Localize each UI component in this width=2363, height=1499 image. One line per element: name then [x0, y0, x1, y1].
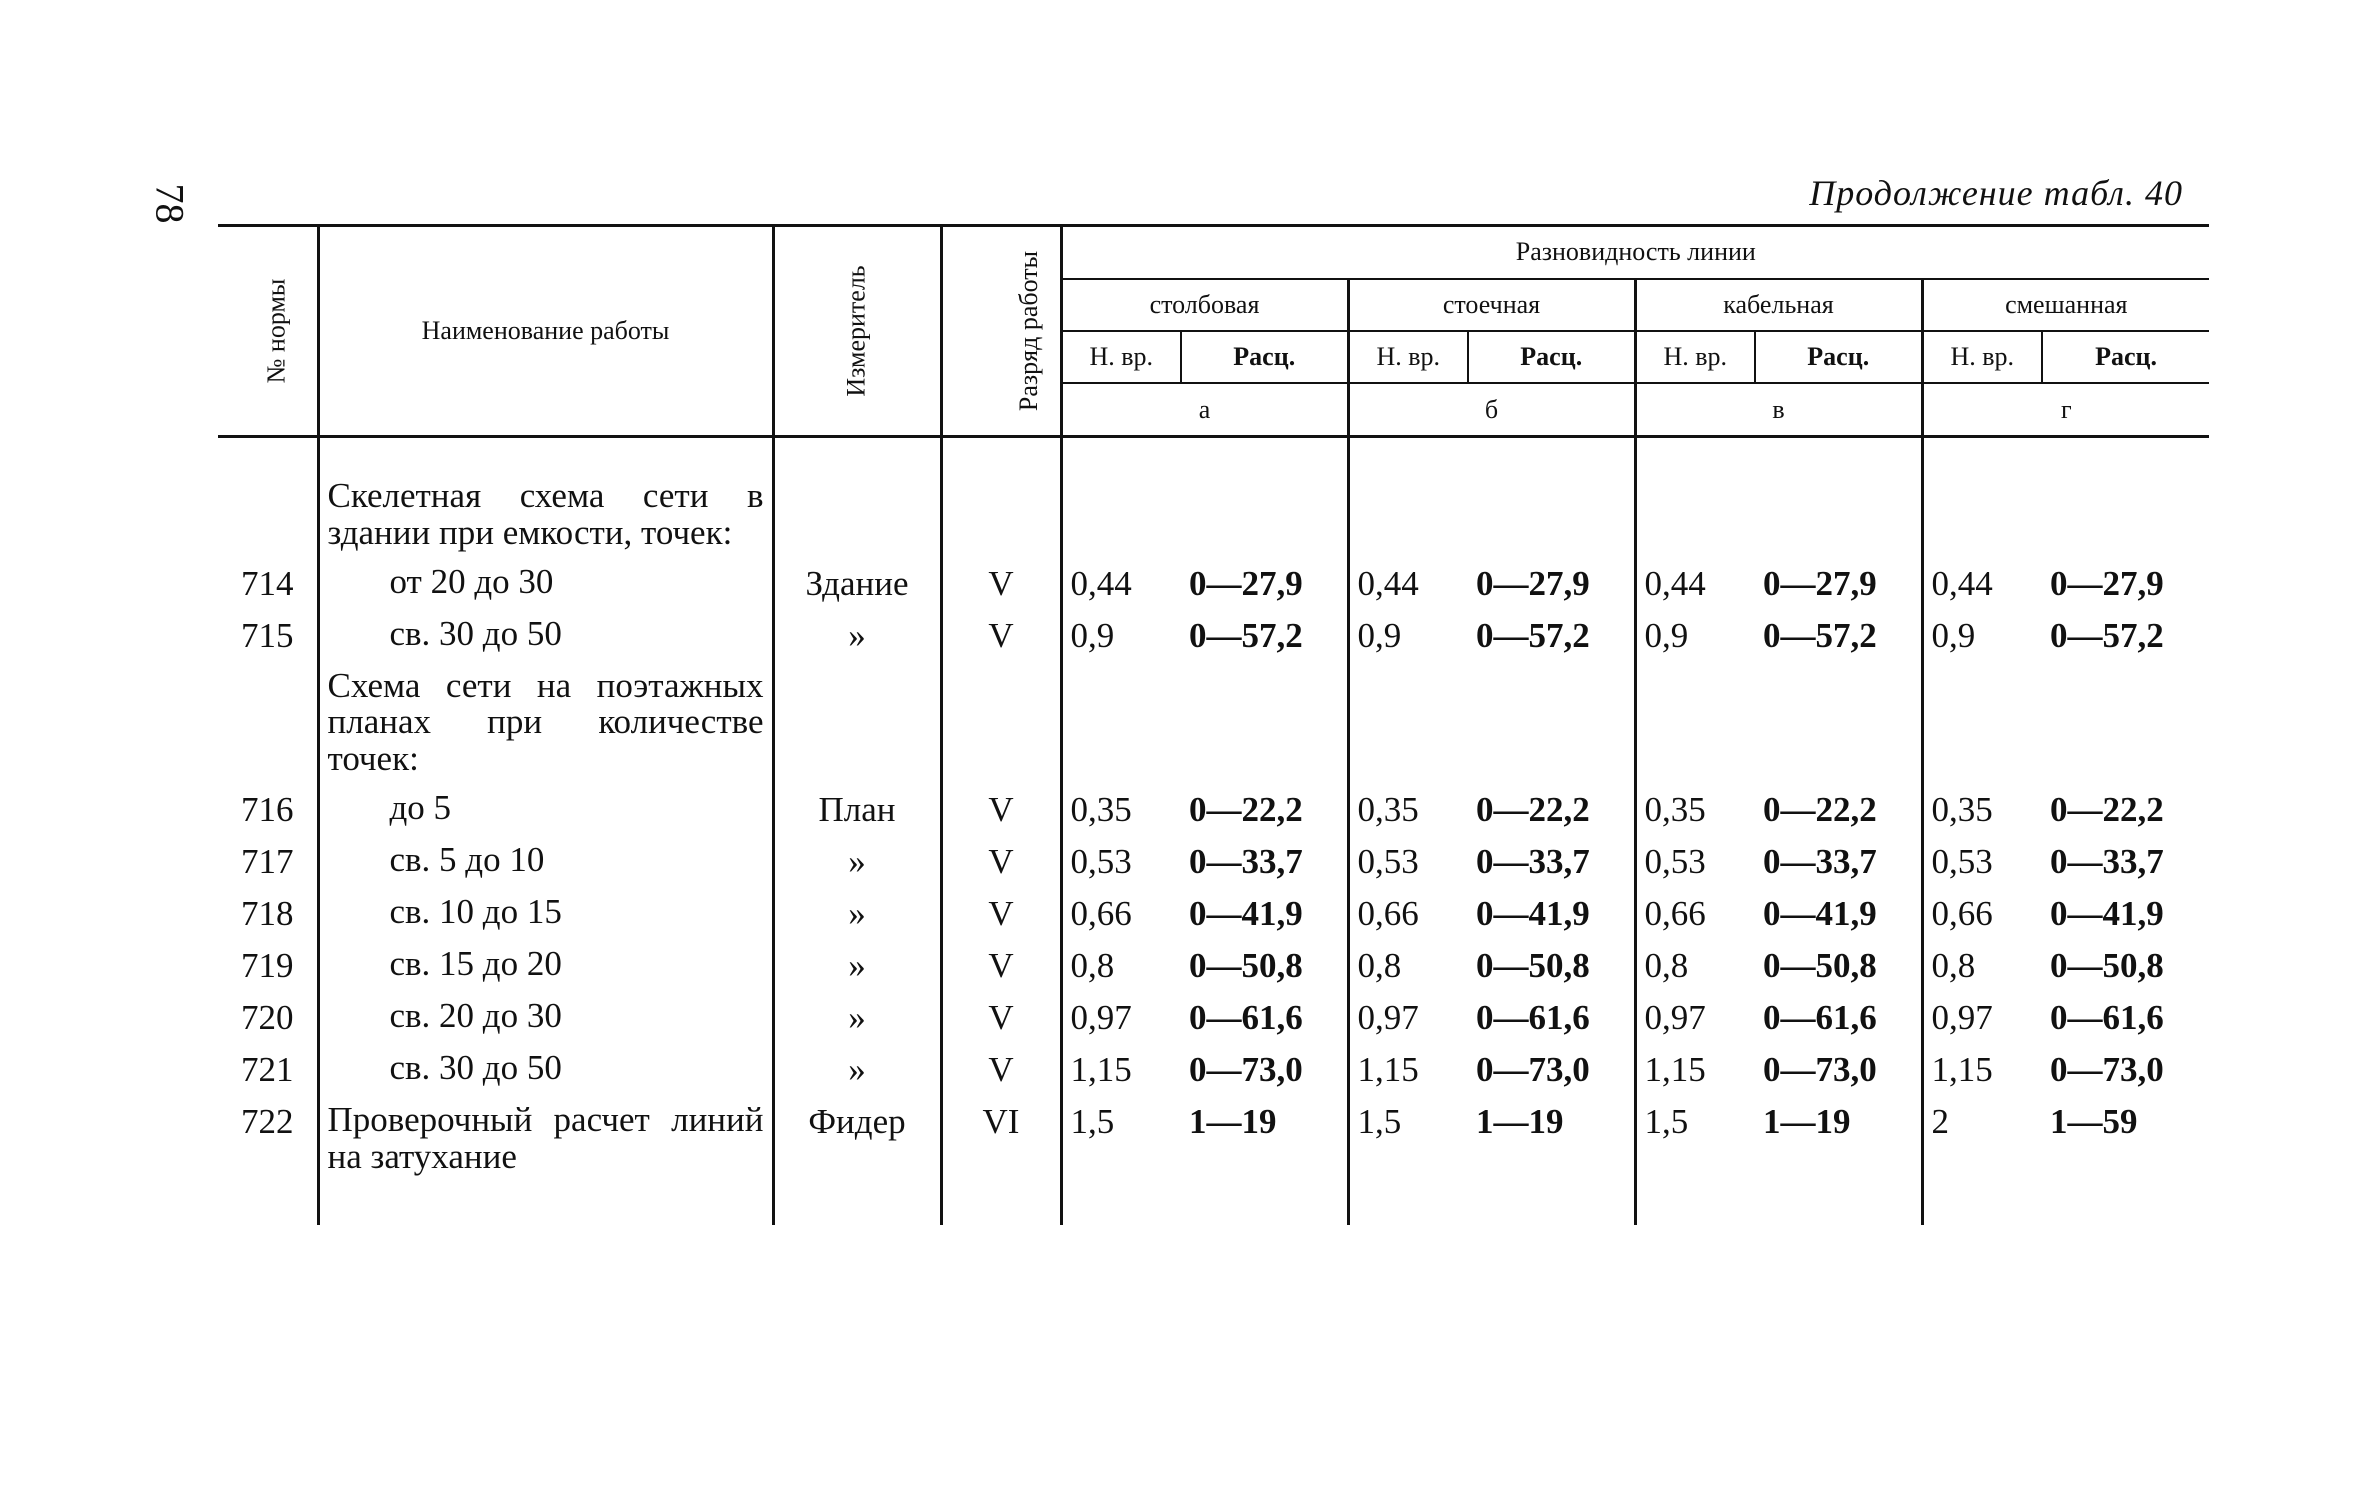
time-norm: 0,66	[1931, 893, 1993, 933]
time-norm: 0,66	[1070, 893, 1132, 933]
time-norm: 0,66	[1357, 893, 1419, 933]
grade-cell: V	[941, 1044, 1061, 1096]
time-norm: 1,15	[1357, 1049, 1419, 1089]
header-type-cable: кабельная	[1635, 279, 1922, 331]
rate: 1—19	[1181, 1096, 1348, 1226]
norms-table	[218, 224, 2209, 1225]
group-row	[218, 437, 2209, 558]
header-nv: Н. вр.	[1635, 331, 1755, 383]
grade-cell	[941, 437, 1061, 558]
rate: 0—57,2	[2050, 615, 2164, 655]
header-rs: Расц.	[2042, 331, 2209, 383]
time-norm: 0,97	[1931, 997, 1993, 1037]
time-norm: 0,35	[1931, 789, 1993, 829]
grade-cell: V	[941, 940, 1061, 992]
header-num: № нормы	[218, 226, 318, 437]
rate: 0—57,2	[1468, 610, 1635, 662]
norm-number: 716	[218, 784, 318, 836]
time-norm: 0,44	[1644, 563, 1706, 603]
grade-cell: V	[941, 784, 1061, 836]
time-norm: 0,53	[1644, 841, 1706, 881]
time-norm: 1,5	[1357, 1101, 1402, 1141]
work-name: Схема сети на поэтажных планах при количестве точек:	[318, 662, 773, 784]
unit-cell: »	[773, 836, 941, 888]
time-norm: 0,8	[1357, 945, 1402, 985]
time-norm: 0,9	[1070, 615, 1115, 655]
time-norm	[1348, 662, 1468, 784]
grade-cell: V	[941, 558, 1061, 610]
rate: 0—57,2	[1755, 610, 1922, 662]
time-norm	[1348, 437, 1468, 558]
time-norm: 0,53	[1357, 841, 1419, 881]
rate: 0—33,7	[2050, 841, 2164, 881]
work-name: св. 20 до 30	[318, 992, 773, 1044]
header-nv: Н. вр.	[1922, 331, 2042, 383]
norm-number: 722	[218, 1096, 318, 1226]
header-letter: в	[1635, 383, 1922, 436]
norm-number: 715	[218, 610, 318, 662]
work-name: от 20 до 30	[318, 558, 773, 610]
unit-cell: Фидер	[773, 1096, 941, 1226]
grade-cell	[941, 662, 1061, 784]
norm-number: 718	[218, 888, 318, 940]
time-norm: 1,5	[1644, 1101, 1689, 1141]
rate	[1181, 437, 1348, 558]
time-norm: 1,5	[1070, 1101, 1115, 1141]
table-row	[218, 784, 2209, 836]
time-norm: 0,8	[1931, 945, 1976, 985]
rate	[1468, 662, 1635, 784]
table-row	[218, 1096, 2209, 1226]
table-body	[218, 437, 2209, 1226]
table-row	[218, 992, 2209, 1044]
norm-number: 721	[218, 1044, 318, 1096]
table-row	[218, 558, 2209, 610]
table-row	[218, 836, 2209, 888]
rate	[1755, 662, 1922, 784]
page-number: 78	[147, 183, 193, 224]
time-norm: 0,66	[1644, 893, 1706, 933]
unit-cell: »	[773, 888, 941, 940]
time-norm	[1061, 662, 1181, 784]
header-grade: Разряд работы	[941, 226, 1061, 437]
rate	[1468, 437, 1635, 558]
header-letter: б	[1348, 383, 1635, 436]
time-norm: 0,35	[1070, 789, 1132, 829]
norm-number: 717	[218, 836, 318, 888]
grade-cell: V	[941, 888, 1061, 940]
header-letter: г	[1922, 383, 2209, 436]
grade-cell: VI	[941, 1096, 1061, 1226]
work-name: св. 10 до 15	[318, 888, 773, 940]
time-norm	[1635, 437, 1755, 558]
rate: 0—33,7	[1181, 836, 1348, 888]
time-norm: 0,8	[1644, 945, 1689, 985]
time-norm: 0,9	[1644, 615, 1689, 655]
rate: 0—41,9	[1468, 888, 1635, 940]
time-norm: 0,44	[1070, 563, 1132, 603]
rate: 0—33,7	[1468, 836, 1635, 888]
rate: 0—50,8	[1181, 940, 1348, 992]
rate: 0—57,2	[1181, 610, 1348, 662]
rate	[1181, 662, 1348, 784]
header-type-pole: столбовая	[1061, 279, 1348, 331]
unit-cell: »	[773, 1044, 941, 1096]
rate: 0—73,0	[2050, 1049, 2164, 1089]
rate: 0—73,0	[1468, 1044, 1635, 1096]
table-row	[218, 888, 2209, 940]
rate: 0—61,6	[2050, 997, 2164, 1037]
table-row	[218, 1044, 2209, 1096]
unit-cell	[773, 662, 941, 784]
rate: 0—22,2	[1468, 784, 1635, 836]
header-letter: а	[1061, 383, 1348, 436]
table-row	[218, 940, 2209, 992]
header-rs: Расц.	[1468, 331, 1635, 383]
work-name: св. 5 до 10	[318, 836, 773, 888]
header-type-mixed: смешанная	[1922, 279, 2209, 331]
unit-cell: Здание	[773, 558, 941, 610]
header-unit: Измеритель	[773, 226, 941, 437]
rate	[2042, 662, 2209, 784]
header-name: Наименование работы	[318, 226, 773, 437]
rate: 0—50,8	[1468, 940, 1635, 992]
rate: 0—50,8	[2050, 945, 2164, 985]
table-header	[218, 226, 2209, 437]
work-name: Проверочный расчет линий на затухание	[318, 1096, 773, 1226]
rate: 0—73,0	[1181, 1044, 1348, 1096]
time-norm: 0,8	[1070, 945, 1115, 985]
header-nv: Н. вр.	[1348, 331, 1468, 383]
time-norm: 0,97	[1070, 997, 1132, 1037]
rate: 1—19	[1468, 1096, 1635, 1226]
rate	[2042, 437, 2209, 558]
time-norm: 0,53	[1070, 841, 1132, 881]
time-norm: 1,15	[1931, 1049, 1993, 1089]
rate: 0—61,6	[1468, 992, 1635, 1044]
rate: 1—19	[1755, 1096, 1922, 1226]
rate: 0—27,9	[1755, 558, 1922, 610]
table-continuation-caption: Продолжение табл. 40	[1809, 173, 2183, 213]
rate: 0—41,9	[1181, 888, 1348, 940]
rate: 0—41,9	[1755, 888, 1922, 940]
time-norm	[1922, 662, 2042, 784]
time-norm: 0,44	[1357, 563, 1419, 603]
time-norm: 1,15	[1070, 1049, 1132, 1089]
time-norm: 1,15	[1644, 1049, 1706, 1089]
unit-cell: План	[773, 784, 941, 836]
time-norm	[1635, 662, 1755, 784]
header-line-types: Разновидность линии	[1061, 226, 2209, 279]
norm-number: 719	[218, 940, 318, 992]
time-norm: 0,53	[1931, 841, 1993, 881]
rate	[1755, 437, 1922, 558]
grade-cell: V	[941, 992, 1061, 1044]
group-row	[218, 662, 2209, 784]
rate: 0—27,9	[1181, 558, 1348, 610]
rate: 0—22,2	[2050, 789, 2164, 829]
rate: 0—41,9	[2050, 893, 2164, 933]
time-norm	[1061, 437, 1181, 558]
unit-cell: »	[773, 610, 941, 662]
work-name: св. 30 до 50	[318, 1044, 773, 1096]
unit-cell	[773, 437, 941, 558]
time-norm: 0,97	[1644, 997, 1706, 1037]
header-rs: Расц.	[1755, 331, 1922, 383]
norm-number	[218, 437, 318, 558]
work-name: св. 15 до 20	[318, 940, 773, 992]
rate: 0—73,0	[1755, 1044, 1922, 1096]
rate: 0—22,2	[1755, 784, 1922, 836]
time-norm	[1922, 437, 2042, 558]
time-norm: 0,9	[1357, 615, 1402, 655]
time-norm: 0,35	[1644, 789, 1706, 829]
time-norm: 2	[1931, 1101, 1949, 1141]
time-norm: 0,44	[1931, 563, 1993, 603]
rate: 1—59	[2050, 1101, 2138, 1141]
rate: 0—22,2	[1181, 784, 1348, 836]
time-norm: 0,35	[1357, 789, 1419, 829]
rate: 0—33,7	[1755, 836, 1922, 888]
unit-cell: »	[773, 992, 941, 1044]
unit-cell: »	[773, 940, 941, 992]
time-norm: 0,97	[1357, 997, 1419, 1037]
norm-number	[218, 662, 318, 784]
rate: 0—61,6	[1755, 992, 1922, 1044]
norm-number: 714	[218, 558, 318, 610]
rate: 0—50,8	[1755, 940, 1922, 992]
time-norm: 0,9	[1931, 615, 1976, 655]
table-row	[218, 610, 2209, 662]
rate: 0—61,6	[1181, 992, 1348, 1044]
rate: 0—27,9	[1468, 558, 1635, 610]
header-rs: Расц.	[1181, 331, 1348, 383]
rate: 0—27,9	[2050, 563, 2164, 603]
grade-cell: V	[941, 836, 1061, 888]
work-name: св. 30 до 50	[318, 610, 773, 662]
norm-number: 720	[218, 992, 318, 1044]
work-name: Скелетная схема сети в здании при емкости, точек:	[318, 437, 773, 558]
header-type-rack: стоечная	[1348, 279, 1635, 331]
work-name: до 5	[318, 784, 773, 836]
grade-cell: V	[941, 610, 1061, 662]
header-nv: Н. вр.	[1061, 331, 1181, 383]
